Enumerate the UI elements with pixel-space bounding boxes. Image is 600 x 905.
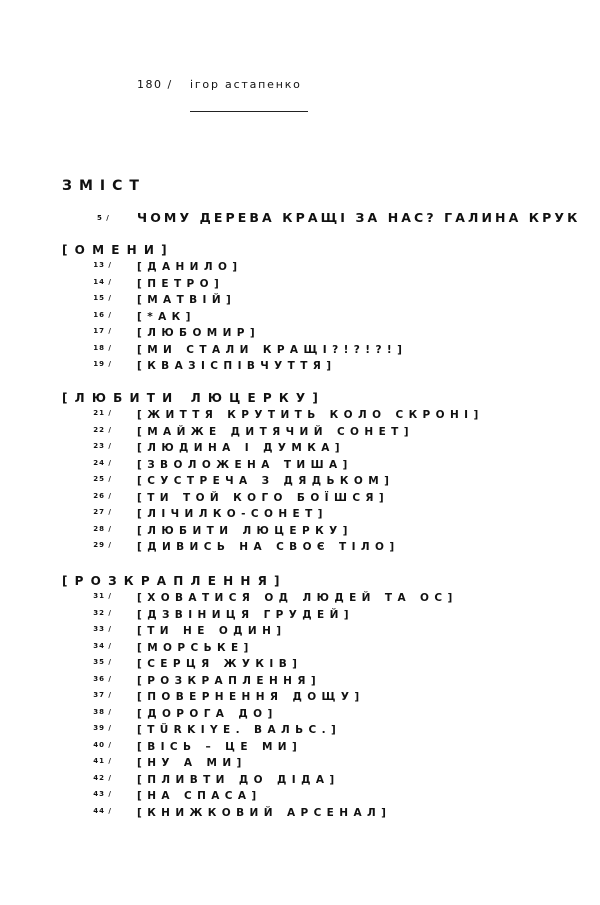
toc-entry <box>62 276 225 293</box>
section-title: [ОМЕНИ] <box>62 243 174 257</box>
entry-title: [ТИ НЕ ОДИН] <box>137 625 287 637</box>
entry-title: [ЖИТТЯ КРУТИТЬ КОЛО СКРОНІ] <box>137 409 484 421</box>
entry-title: [СУСТРЕЧА З ДЯДЬКОМ] <box>137 475 395 487</box>
entry-page-number: 32 / <box>93 608 112 617</box>
entry-page-number: 39 / <box>93 724 112 732</box>
toc-title: ЗМІСТ <box>62 178 146 194</box>
entry-page-number: 27 / <box>93 508 112 516</box>
entry-page-number: 31 / <box>93 592 112 600</box>
entry-page-number: 28 / <box>93 524 112 533</box>
entry-page-number: 21 / <box>93 409 112 417</box>
entry-page-number: 14 / <box>93 277 112 286</box>
entry-page-number: 43 / <box>93 790 112 798</box>
section-title: [РОЗКРАПЛЕННЯ] <box>62 574 287 588</box>
entry-page-number: 29 / <box>93 541 112 549</box>
toc-entry <box>62 309 196 326</box>
entry-title: [ПОВЕРНЕННЯ ДОЩУ] <box>137 691 365 703</box>
entry-page-number: 41 / <box>93 757 112 765</box>
entry-title: [ПЕТРО] <box>137 277 225 290</box>
toc-entry <box>62 259 243 276</box>
entry-title: [ТИ ТОЙ КОГО БОЇШСЯ] <box>137 491 390 504</box>
toc-section <box>62 572 458 821</box>
entry-title: [ЛЮБОМИР] <box>137 327 261 339</box>
entry-page-number: 23 / <box>93 442 112 450</box>
entry-page-number: 42 / <box>93 773 112 782</box>
entry-page-number: 25 / <box>93 475 112 483</box>
entry-title: [ДИВИСЬ НА СВОЄ ТІЛО] <box>137 541 400 553</box>
entry-page-number: 40 / <box>93 740 112 749</box>
entry-title: [МАТВІЙ] <box>137 294 237 306</box>
entry-page-number: 34 / <box>93 641 112 650</box>
entry-page-number: 18 / <box>93 343 112 352</box>
entry-title: [КНИЖКОВИЙ АРСЕНАЛ] <box>137 806 392 819</box>
entry-title: [*АК] <box>137 310 196 323</box>
running-header-author: ігор астапенко <box>190 78 302 91</box>
toc-section <box>62 389 484 556</box>
section-title: [ЛЮБИТИ ЛЮЦЕРКУ] <box>62 391 326 405</box>
entry-page-number: 36 / <box>93 674 112 683</box>
toc-entry <box>62 292 237 309</box>
entry-page-number: 22 / <box>93 425 112 434</box>
entry-page-number: 24 / <box>93 458 112 467</box>
entry-page-number: 38 / <box>93 707 112 716</box>
entry-title: [ДЗВІНИЦЯ ГРУДЕЙ] <box>137 608 354 621</box>
entry-title: [МОРСЬКЕ] <box>137 641 254 654</box>
page-number: 180 / <box>137 78 173 91</box>
entry-page-number: 16 / <box>93 310 112 319</box>
entry-title: [МАЙЖЕ ДИТЯЧИЙ СОНЕТ] <box>137 425 414 438</box>
intro-title: ЧОМУ ДЕРЕВА КРАЩІ ЗА НАС? ГАЛИНА КРУК <box>137 210 581 225</box>
entry-page-number: 44 / <box>93 806 112 815</box>
toc-entry <box>62 805 392 822</box>
entry-title: [ЛІЧИЛКО-СОНЕТ] <box>137 508 328 520</box>
entry-title: [МИ СТАЛИ КРАЩІ?!?!?!] <box>137 343 408 356</box>
entry-page-number: 17 / <box>93 327 112 335</box>
toc-section <box>62 241 408 375</box>
entry-title: [ЛЮБИТИ ЛЮЦЕРКУ] <box>137 524 353 537</box>
toc-entry <box>62 325 261 342</box>
entry-page-number: 15 / <box>93 294 112 302</box>
entry-page-number: 35 / <box>93 658 112 666</box>
entry-title: [КВАЗІСПІВЧУТТЯ] <box>137 360 337 372</box>
entry-title: [СЕРЦЯ ЖУКІВ] <box>137 658 303 670</box>
entry-title: [РОЗКРАПЛЕННЯ] <box>137 674 322 687</box>
entry-title: [НА СПАСА] <box>137 790 262 802</box>
entry-title: [НУ А МИ] <box>137 757 247 769</box>
entry-page-number: 13 / <box>93 261 112 269</box>
entry-title: [ДОРОГА ДО] <box>137 707 278 720</box>
entry-page-number: 19 / <box>93 360 112 368</box>
entry-title: [ВІСЬ – ЦЕ МИ] <box>137 740 303 753</box>
entry-title: [ПЛИВТИ ДО ДІДА] <box>137 773 340 786</box>
toc-entry <box>62 539 400 556</box>
header-divider <box>190 111 308 112</box>
entry-title: [TÜRKIYE. ВАЛЬС.] <box>137 724 342 736</box>
entry-title: [ЗВОЛОЖЕНА ТИША] <box>137 458 353 471</box>
entry-page-number: 33 / <box>93 625 112 633</box>
entry-page-number: 26 / <box>93 491 112 500</box>
intro-page-number: 5 / <box>97 214 110 222</box>
entry-title: [ДАНИЛО] <box>137 261 243 273</box>
toc-entry <box>62 342 408 359</box>
entry-title: [ЛЮДИНА І ДУМКА] <box>137 442 345 454</box>
toc-entry <box>62 358 337 375</box>
entry-title: [ХОВАТИСЯ ОД ЛЮДЕЙ ТА ОС] <box>137 592 458 604</box>
entry-page-number: 37 / <box>93 691 112 699</box>
